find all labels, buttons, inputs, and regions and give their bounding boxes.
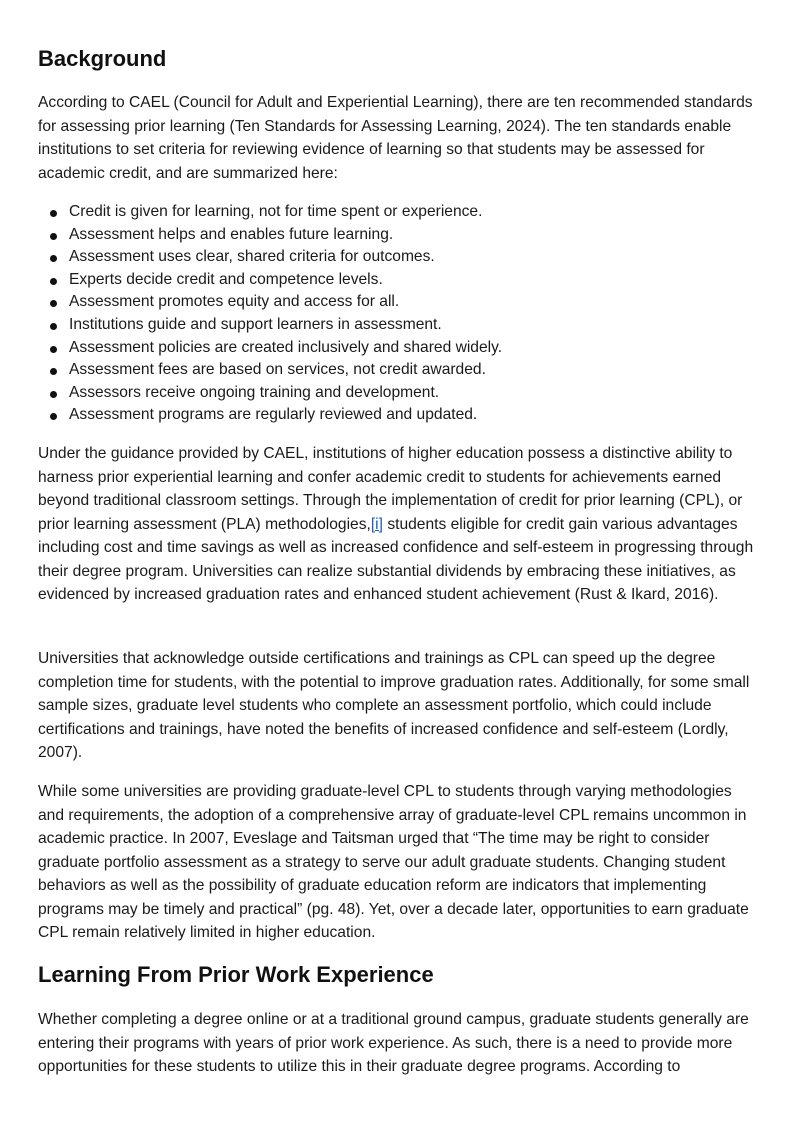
list-item: Institutions guide and support learners in assessment. bbox=[69, 314, 759, 337]
paragraph-text: students eligible for credit gain various advantages including cost and time savings as well as increased confidence and self-esteem in progressing through their degree program. Universities can realize substantial dividends by embracing these initiatives, as evidenced by increased graduation rates and enhanced student achievement (Rust & Ikard, 2016). bbox=[38, 515, 754, 603]
list-item: Assessment fees are based on services, not credit awarded. bbox=[69, 359, 759, 382]
cael-guidance-paragraph bbox=[38, 442, 760, 607]
list-item: Assessment uses clear, shared criteria for outcomes. bbox=[69, 246, 759, 269]
background-intro-paragraph: According to CAEL (Council for Adult and Experiential Learning), there are ten recommended standards for assessing prior learning (Ten Standards for Assessing Learning, 2024). The ten standards enable institutions to set criteria for reviewing evidence of learning so that students may be assessed for academic credit, and are summarized here: bbox=[38, 94, 753, 182]
list-item: Assessors receive ongoing training and development. bbox=[69, 382, 759, 405]
list-item: Assessment policies are created inclusively and shared widely. bbox=[69, 337, 759, 360]
graduate-cpl-paragraph: While some universities are providing graduate-level CPL to students through varying methodologies and requirements, the adoption of a comprehensive array of graduate-level CPL remains uncommon in academic practice. In 2007, Eveslage and Taitsman urged that “The time may be right to consider graduate portfolio assessment as a strategy to serve our adult graduate students. Changing student behaviors as well as the possibility of graduate education reform are indicators that implementing programs may be timely and practical” (pg. 48). Yet, over a decade later, opportunities to earn graduate CPL remain relatively limited in higher education. bbox=[38, 783, 749, 941]
certifications-paragraph: Universities that acknowledge outside certifications and trainings as CPL can speed up the degree completion time for students, with the potential to improve graduation rates. Additionally, for some small sample sizes, graduate level students who complete an assessment portfolio, which could include certifications and trainings, have noted the benefits of increased confidence and self-esteem (Lordly, 2007). bbox=[38, 650, 750, 761]
list-item: Assessment promotes equity and access for all. bbox=[69, 291, 759, 314]
list-item: Experts decide credit and competence levels. bbox=[69, 269, 759, 292]
standards-list bbox=[38, 201, 759, 427]
footnote-link[interactable]: [i] bbox=[370, 515, 383, 533]
section-heading-background: Background bbox=[38, 46, 167, 71]
section-heading-work-experience: Learning From Prior Work Experience bbox=[38, 962, 434, 987]
list-item: Credit is given for learning, not for time spent or experience. bbox=[69, 201, 759, 224]
list-item: Assessment helps and enables future learning. bbox=[69, 224, 759, 247]
paragraph-text: Under the guidance provided by CAEL, institutions of higher education possess a distinctive ability to harness prior experiential learning and confer academic credit to students for achievements earned beyond traditional classroom settings. Through the implementation of credit for prior learning (CPL), or prior learning assessment (PLA) methodologies, bbox=[38, 445, 743, 533]
list-item: Assessment programs are regularly reviewed and updated. bbox=[69, 404, 759, 427]
work-experience-paragraph: Whether completing a degree online or at a traditional ground campus, graduate students generally are entering their programs with years of prior work experience. As such, there is a need to provide more opportunities for these students to utilize this in their graduate degree programs. According to bbox=[38, 1011, 749, 1075]
